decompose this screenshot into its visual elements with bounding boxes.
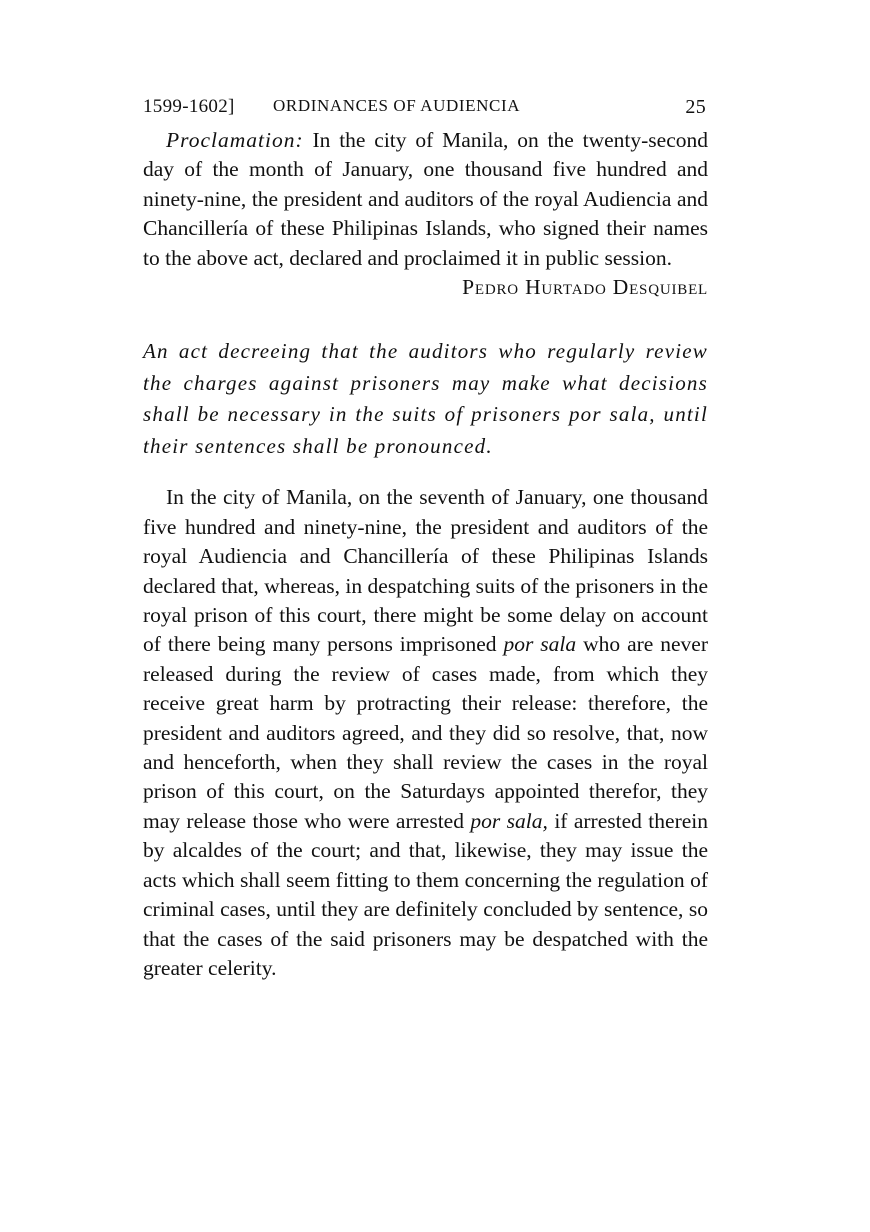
act-body-part-3: if arrested therein by alcaldes of the court; and that, likewise, they may issue the acts which shall seem fitting to them concerning the regulation of criminal cases, until they are definitely concluded by sentence, so that the cases of the said prisoners may be despatched with the greater celerity.	[143, 808, 709, 980]
running-head	[143, 96, 708, 126]
act-body-part-2: who are never released during the review of cases made, from which they receive great harm by protracting their release: therefore, the president and auditors agreed, and they did so resolve, that, now and henceforth, when they shall review the cases in the royal prison of this court, on the Saturdays appointed therefor, they may release those who were arrested	[143, 632, 709, 833]
act-body-part-1: In the city of Manila, on the seventh of January, one thousand five hundred and ninety-nine, the president and auditors of the royal Audiencia and Chancillería of these Philipinas Islands declared that, whereas, in despatching suits of the prisoners in the royal prison of this court, there might be some delay on account of there being many persons imprisoned	[143, 485, 708, 657]
proclamation-paragraph	[143, 126, 708, 273]
act-body-paragraph	[143, 483, 708, 983]
proclamation-text: In the city of Manila, on the twenty-second day of the month of January, one thousand five hundred and ninety-nine, the president and auditors of the royal Audiencia and Chancillería of these Philipinas Islands, who signed their names to the above act, declared and proclaimed it in public session.	[143, 128, 709, 270]
italic-por-sala-2: por sala,	[470, 808, 548, 833]
book-page	[143, 96, 708, 983]
page-number: 25	[685, 96, 706, 118]
header-title: ORDINANCES OF AUDIENCIA	[273, 96, 521, 115]
proclamation-label: Proclamation:	[166, 128, 304, 152]
header-dates: 1599-1602]	[143, 96, 235, 117]
signature: Pedro Hurtado Desquibel	[462, 275, 708, 300]
act-title: An act decreeing that the auditors who regularly review the charges against prisoners may make what decisions shall be necessary in the suits of prisoners por sala, until their sentences shall be pronounced.	[143, 339, 708, 458]
italic-por-sala-1: por sala	[503, 632, 577, 657]
